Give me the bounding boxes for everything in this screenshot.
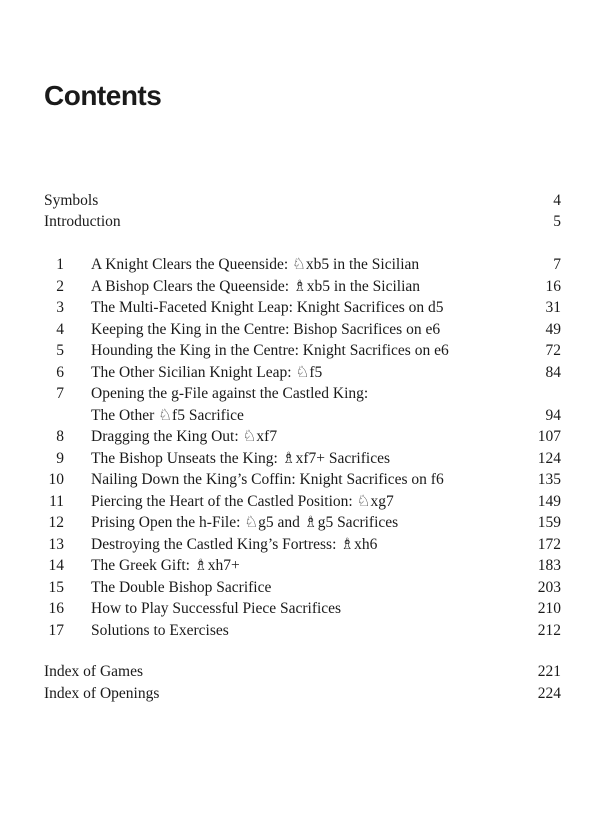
chapter-title: The Greek Gift: ♗xh7+ <box>91 557 240 574</box>
toc-chapter-continuation <box>0 405 597 426</box>
toc-entry-page: 5 <box>553 213 561 230</box>
toc-entry-label: Index of Games <box>44 663 143 680</box>
chapter-page: 94 <box>545 406 561 424</box>
chapter-title: The Multi-Faceted Knight Leap: Knight Sacrifices on d5 <box>91 299 444 316</box>
chapter-number: 4 <box>56 320 64 338</box>
toc-chapter <box>0 254 597 275</box>
chapter-number: 16 <box>48 600 64 617</box>
toc-chapter <box>0 340 597 361</box>
toc-entry-symbols <box>0 190 597 211</box>
toc-chapter <box>0 469 597 490</box>
chapter-number: 7 <box>56 385 64 402</box>
toc-entry-label: Symbols <box>44 192 99 209</box>
chapter-number: 5 <box>56 342 64 359</box>
toc-chapter <box>0 319 597 340</box>
chapter-title: Keeping the King in the Centre: Bishop Sacrifices on e6 <box>91 320 441 338</box>
chapter-page: 31 <box>545 299 561 316</box>
chapter-page: 107 <box>537 428 561 445</box>
chapter-number: 13 <box>48 535 64 553</box>
chapter-number: 6 <box>56 363 64 381</box>
chapter-page: 212 <box>537 621 561 639</box>
toc-chapter <box>0 577 597 598</box>
chapter-page: 159 <box>537 514 561 531</box>
chapter-title: Prising Open the h-File: ♘g5 and ♗g5 Sacrifices <box>91 514 399 531</box>
toc-chapter <box>0 512 597 533</box>
chapter-title: Opening the g-File against the Castled King: <box>91 385 369 402</box>
chapter-title: Hounding the King in the Centre: Knight Sacrifices on e6 <box>91 342 449 359</box>
chapter-number: 8 <box>56 428 64 445</box>
chapter-number: 14 <box>48 557 64 574</box>
chapter-number: 3 <box>56 299 64 316</box>
toc-chapter <box>0 362 597 383</box>
chapter-title: A Bishop Clears the Queenside: ♗xb5 in the Sicilian <box>91 277 421 295</box>
chapter-title: The Bishop Unseats the King: ♗xf7+ Sacrifices <box>91 449 390 467</box>
chapter-page: 210 <box>537 600 561 617</box>
chapter-page: 203 <box>537 578 561 596</box>
toc-entry-index-of-games <box>0 661 597 682</box>
toc-chapter <box>0 383 597 404</box>
chapter-title-line2: The Other ♘f5 Sacrifice <box>91 406 244 424</box>
toc-chapter <box>0 491 597 512</box>
chapter-number: 11 <box>49 492 64 510</box>
toc-entry-label: Index of Openings <box>44 684 160 702</box>
chapter-title: A Knight Clears the Queenside: ♘xb5 in the Sicilian <box>91 256 420 273</box>
toc-entry-page: 4 <box>553 192 561 209</box>
chapter-page: 84 <box>545 363 561 381</box>
toc-chapter <box>0 555 597 576</box>
page-title: Contents <box>44 80 162 111</box>
chapter-title: Solutions to Exercises <box>91 621 229 639</box>
toc-chapter <box>0 598 597 619</box>
toc-entry-page: 224 <box>537 684 561 702</box>
toc-chapter <box>0 448 597 469</box>
chapter-page: 49 <box>545 320 561 338</box>
toc-chapter <box>0 620 597 641</box>
toc-entry-index-of-openings <box>0 683 597 704</box>
chapter-number: 9 <box>56 449 64 467</box>
chapter-number: 1 <box>56 256 64 273</box>
toc-entry-page: 221 <box>537 663 561 680</box>
chapter-number: 15 <box>48 578 64 596</box>
chapter-number: 2 <box>56 277 64 295</box>
chapter-number: 10 <box>48 471 64 488</box>
chapter-title: The Double Bishop Sacrifice <box>91 578 272 596</box>
chapter-number: 12 <box>48 514 64 531</box>
chapter-page: 149 <box>537 492 561 510</box>
toc-entry-introduction <box>0 211 597 232</box>
toc-chapter <box>0 534 597 555</box>
chapter-title: The Other Sicilian Knight Leap: ♘f5 <box>91 363 323 381</box>
chapter-title: How to Play Successful Piece Sacrifices <box>91 600 342 617</box>
chapter-page: 172 <box>537 535 561 553</box>
chapter-page: 124 <box>537 449 561 467</box>
chapter-page: 72 <box>545 342 561 359</box>
toc-chapter <box>0 297 597 318</box>
chapter-title: Dragging the King Out: ♘xf7 <box>91 428 278 445</box>
toc-entry-label: Introduction <box>44 213 121 230</box>
chapter-page: 183 <box>537 557 561 574</box>
chapter-title: Destroying the Castled King’s Fortress: ♗xh6 <box>91 535 378 553</box>
toc-chapter <box>0 276 597 297</box>
chapter-number: 17 <box>48 621 64 639</box>
chapter-title: Nailing Down the King’s Coffin: Knight Sacrifices on f6 <box>91 471 444 488</box>
chapter-title: Piercing the Heart of the Castled Position: ♘xg7 <box>91 492 394 510</box>
chapter-page: 7 <box>553 256 561 273</box>
chapter-page: 16 <box>545 277 561 295</box>
chapter-page: 135 <box>537 471 561 488</box>
toc-chapter <box>0 426 597 447</box>
